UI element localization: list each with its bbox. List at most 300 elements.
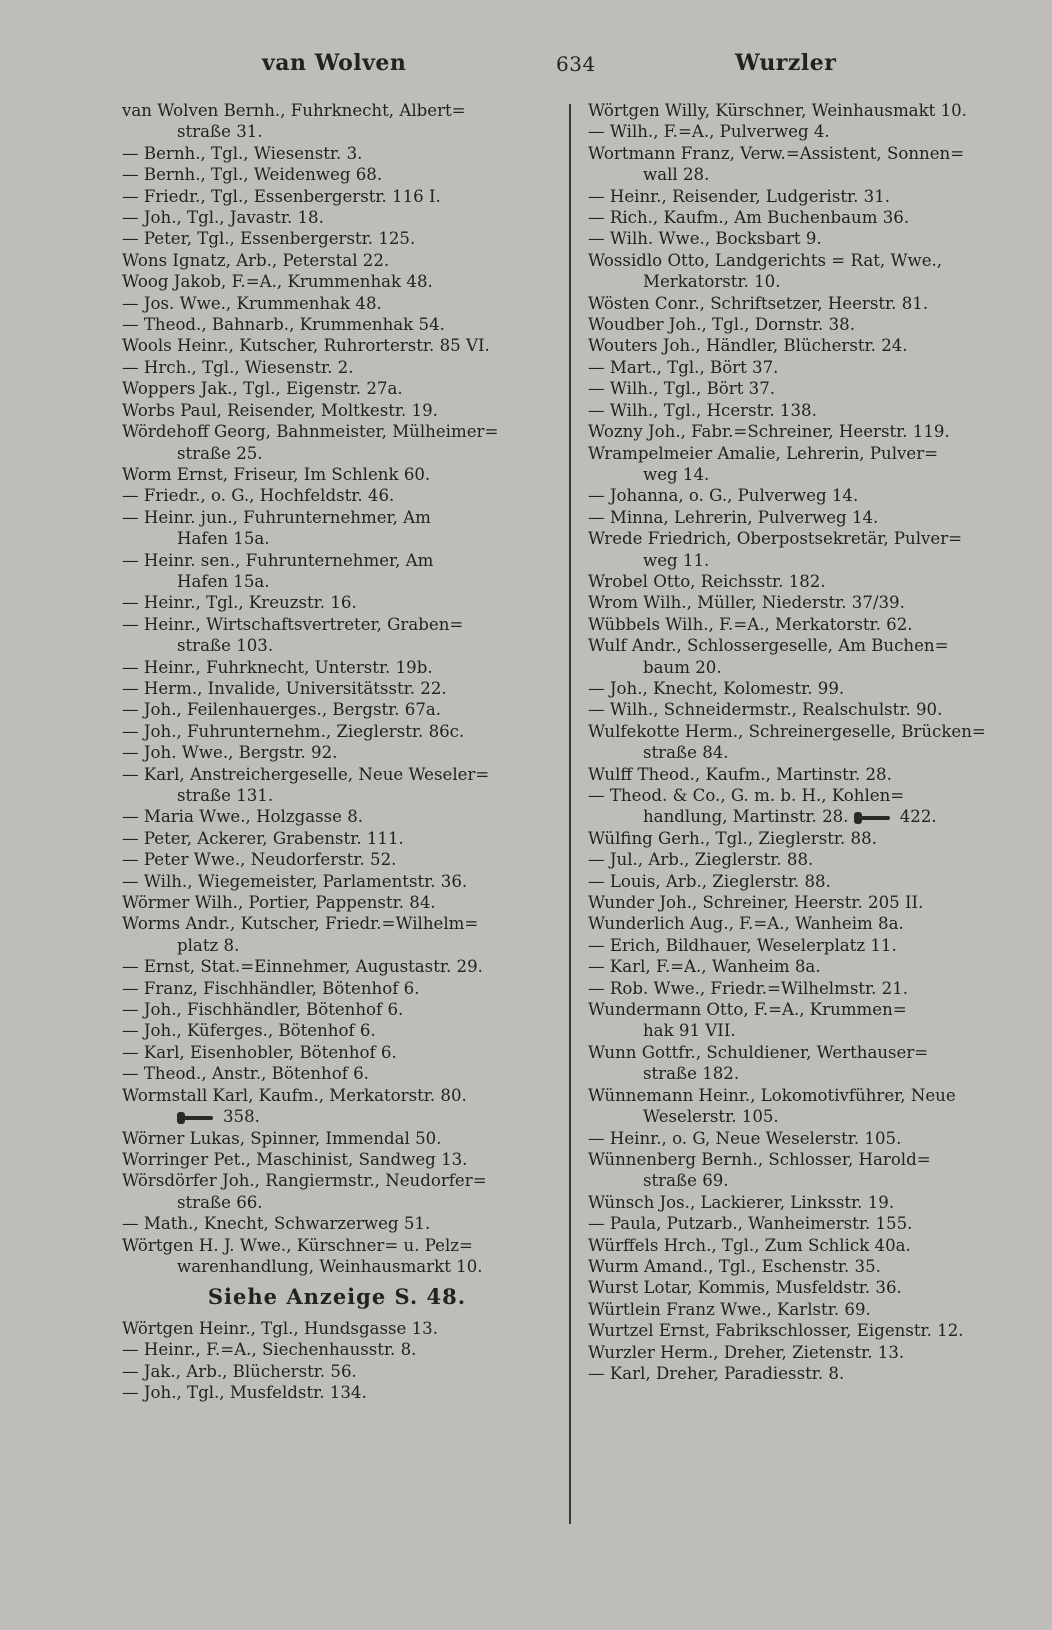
entry-continuation [588, 657, 1018, 678]
directory-entry [122, 143, 552, 164]
entry-text: Woog Jakob, F.=A., Krummenhak 48. [122, 272, 433, 292]
directory-entry [588, 956, 1018, 977]
entry-text: weg 11. [643, 550, 710, 570]
entry-text: Weselerstr. 105. [643, 1107, 779, 1127]
entry-text: — Joh., Fischhändler, Bötenhof 6. [122, 1000, 404, 1020]
directory-entry [588, 635, 1018, 678]
entry-line [122, 1361, 552, 1382]
entry-line [122, 913, 552, 934]
entry-line [588, 999, 1018, 1020]
entry-text: Wortmann Franz, Verw.=Assistent, Sonnen= [588, 143, 965, 163]
entry-text: — Heinr., Reisender, Ludgeristr. 31. [588, 186, 891, 206]
entry-line [588, 764, 1018, 785]
directory-entry [588, 228, 1018, 249]
directory-entry [122, 1339, 552, 1360]
entry-line [122, 100, 552, 121]
entry-line [122, 1063, 552, 1084]
directory-entry [122, 806, 552, 827]
entry-text: straße 66. [177, 1192, 263, 1212]
entry-text: Wörsdörfer Joh., Rangiermstr., Neudorfer= [122, 1171, 487, 1191]
entry-continuation [122, 1192, 552, 1213]
entry-line [588, 785, 1018, 806]
entry-text: van Wolven Bernh., Fuhrknecht, Albert= [122, 101, 466, 120]
directory-entry [122, 657, 552, 678]
entry-line [588, 314, 1018, 335]
directory-entry [122, 421, 552, 464]
entry-line [588, 507, 1018, 528]
entry-text: Woppers Jak., Tgl., Eigenstr. 27a. [122, 379, 403, 399]
entry-line [122, 550, 552, 571]
entry-text: — Johanna, o. G., Pulverweg 14. [588, 486, 859, 506]
entry-text: Wösten Conr., Schriftsetzer, Heerstr. 81. [588, 293, 929, 313]
directory-entry [588, 892, 1018, 913]
entry-text: — Joh., Knecht, Kolomestr. 99. [588, 678, 845, 698]
entry-line [122, 1085, 552, 1106]
entry-continuation [122, 935, 552, 956]
entry-text: — Joh., Tgl., Musfeldstr. 134. [122, 1382, 367, 1402]
entry-line [122, 271, 552, 292]
directory-entry [588, 1042, 1018, 1085]
directory-entry [122, 956, 552, 977]
entry-text: — Maria Wwe., Holzgasse 8. [122, 807, 364, 827]
entry-text: — Wilh., Tgl., Bört 37. [588, 379, 776, 399]
directory-entry [122, 1318, 552, 1339]
entry-text: Wörtgen Willy, Kürschner, Weinhausmakt 10. [588, 101, 967, 120]
running-head-right: Wurzler [735, 50, 837, 76]
entry-text: — Karl, F.=A., Wanheim 8a. [588, 957, 821, 977]
entry-line [588, 250, 1018, 271]
directory-entry [122, 314, 552, 335]
directory-entry [588, 849, 1018, 870]
entry-line [122, 871, 552, 892]
entry-text: Wörmer Wilh., Portier, Pappenstr. 84. [122, 893, 436, 913]
directory-entry [588, 614, 1018, 635]
entry-line [122, 764, 552, 785]
entry-text: Wrobel Otto, Reichsstr. 182. [588, 571, 826, 591]
entry-line [122, 849, 552, 870]
page-number: 634 [556, 52, 596, 76]
entry-line [588, 143, 1018, 164]
entry-line [122, 314, 552, 335]
entry-text: Wulfekotte Herm., Schreinergeselle, Brücken= [588, 721, 986, 741]
entry-text: Wörtgen H. J. Wwe., Kürschner= u. Pelz= [122, 1235, 473, 1255]
entry-line [122, 507, 552, 528]
directory-entry [122, 378, 552, 399]
directory-entry [122, 871, 552, 892]
entry-text: Wundermann Otto, F.=A., Krummen= [588, 1000, 907, 1020]
entry-line [588, 421, 1018, 442]
entry-continuation [588, 1170, 1018, 1191]
entry-continuation [122, 1106, 552, 1127]
entry-line [122, 250, 552, 271]
entry-text: — Joh., Küferges., Bötenhof 6. [122, 1021, 376, 1041]
entry-line [588, 207, 1018, 228]
entry-line [588, 1213, 1018, 1234]
directory-entry [122, 764, 552, 807]
entry-line [588, 1256, 1018, 1277]
directory-entry [122, 1149, 552, 1170]
directory-entry [588, 335, 1018, 356]
entry-continuation [122, 528, 552, 549]
entry-line [122, 400, 552, 421]
entry-text: Worringer Pet., Maschinist, Sandweg 13. [122, 1149, 468, 1169]
entry-line [588, 1299, 1018, 1320]
entry-text: straße 131. [177, 786, 274, 805]
entry-text: Wrampelmeier Amalie, Lehrerin, Pulver= [588, 443, 939, 463]
directory-entry [122, 849, 552, 870]
directory-entry [122, 507, 552, 550]
entry-line [122, 892, 552, 913]
entry-text: — Minna, Lehrerin, Pulverweg 14. [588, 507, 879, 527]
entry-continuation [122, 1256, 552, 1277]
entry-text: — Friedr., Tgl., Essenbergerstr. 116 I. [122, 186, 441, 206]
entry-text: — Paula, Putzarb., Wanheimerstr. 155. [588, 1214, 913, 1234]
entry-continuation [588, 1063, 1018, 1084]
directory-entry [122, 614, 552, 657]
entry-line [588, 721, 1018, 742]
entry-line [122, 978, 552, 999]
entry-text: Wörtgen Heinr., Tgl., Hundsgasse 13. [122, 1318, 438, 1338]
entry-text: Würtlein Franz Wwe., Karlstr. 69. [588, 1299, 871, 1319]
entry-text: — Jos. Wwe., Krummenhak 48. [122, 293, 382, 313]
entry-text: — Louis, Arb., Zieglerstr. 88. [588, 871, 831, 891]
entry-line [122, 1170, 552, 1191]
entry-continuation [122, 571, 552, 592]
entry-line [122, 207, 552, 228]
directory-entry [122, 721, 552, 742]
entry-line [588, 978, 1018, 999]
directory-entry [122, 1063, 552, 1084]
directory-entry [588, 1277, 1018, 1298]
entry-text: straße 69. [643, 1171, 729, 1191]
entry-text: Hafen 15a. [177, 571, 270, 591]
entry-text: Wools Heinr., Kutscher, Ruhrorterstr. 85 VI. [122, 336, 490, 356]
entry-line [122, 293, 552, 314]
entry-text: Woudber Joh., Tgl., Dornstr. 38. [588, 315, 855, 335]
entry-text: weg 14. [643, 464, 710, 484]
directory-entry [122, 1170, 552, 1213]
directory-entry [588, 443, 1018, 486]
directory-entry [588, 314, 1018, 335]
entry-text: straße 25. [177, 443, 263, 463]
entry-line [122, 956, 552, 977]
entry-line [588, 956, 1018, 977]
directory-entry [588, 400, 1018, 421]
entry-continuation [588, 742, 1018, 763]
directory-entry [588, 678, 1018, 699]
entry-text: straße 31. [177, 122, 263, 142]
entry-text: Wulff Theod., Kaufm., Martinstr. 28. [588, 764, 892, 784]
entry-line [588, 1085, 1018, 1106]
directory-entry [122, 186, 552, 207]
directory-entry [588, 507, 1018, 528]
directory-entry [588, 871, 1018, 892]
entry-line [588, 121, 1018, 142]
entry-text: — Bernh., Tgl., Wiesenstr. 3. [122, 143, 363, 163]
entry-text: — Joh., Feilenhauerges., Bergstr. 67a. [122, 700, 442, 720]
directory-entry [122, 1042, 552, 1063]
entry-text: Wördehoff Georg, Bahnmeister, Mülheimer= [122, 422, 499, 442]
entry-continuation [588, 164, 1018, 185]
entry-line [588, 1042, 1018, 1063]
directory-entry [588, 592, 1018, 613]
directory-entry [122, 1213, 552, 1234]
entry-line [588, 357, 1018, 378]
entry-text: Wurtzel Ernst, Fabrikschlosser, Eigenstr. 12. [588, 1321, 964, 1341]
entry-text: — Wilh., Tgl., Hcerstr. 138. [588, 400, 817, 420]
entry-line [588, 400, 1018, 421]
directory-entry [122, 913, 552, 956]
entry-line [588, 378, 1018, 399]
entry-line [588, 935, 1018, 956]
directory-entry [588, 935, 1018, 956]
entry-line [122, 678, 552, 699]
directory-entry [588, 1235, 1018, 1256]
directory-entry [122, 485, 552, 506]
directory-entry [122, 978, 552, 999]
directory-entry [122, 250, 552, 271]
entry-text: wall 28. [643, 165, 710, 185]
entry-text: — Ernst, Stat.=Einnehmer, Augustastr. 29. [122, 957, 483, 977]
entry-line [122, 143, 552, 164]
entry-line [588, 699, 1018, 720]
entry-line [122, 357, 552, 378]
entry-line [588, 485, 1018, 506]
entry-line [588, 1363, 1018, 1384]
entry-text: Wunn Gottfr., Schuldiener, Werthauser= [588, 1042, 929, 1062]
entry-text: — Wilh., F.=A., Pulverweg 4. [588, 122, 830, 142]
entry-text: hak 91 VII. [643, 1021, 736, 1041]
entry-text: — Peter, Tgl., Essenbergerstr. 125. [122, 229, 416, 249]
directory-entry [588, 207, 1018, 228]
directory-entry [588, 1085, 1018, 1128]
directory-entry [588, 1149, 1018, 1192]
directory-entry [588, 143, 1018, 186]
entry-line [122, 164, 552, 185]
entry-text: baum 20. [643, 657, 722, 677]
entry-line [588, 571, 1018, 592]
running-head-left: van Wolven [262, 50, 407, 76]
entry-continuation [588, 806, 1018, 827]
entry-text: — Wilh., Schneidermstr., Realschulstr. 90. [588, 700, 943, 720]
entry-text: Wörner Lukas, Spinner, Immendal 50. [122, 1128, 442, 1148]
directory-entry [122, 828, 552, 849]
directory-entry [588, 1363, 1018, 1384]
entry-continuation [588, 550, 1018, 571]
advertisement-reference: Siehe Anzeige S. 48. [207, 1284, 467, 1310]
entry-line [588, 678, 1018, 699]
entry-line [122, 806, 552, 827]
directory-entry [122, 293, 552, 314]
entry-line [588, 1192, 1018, 1213]
entry-text: platz 8. [177, 935, 240, 955]
entry-line [588, 1128, 1018, 1149]
entry-text: — Erich, Bildhauer, Weselerplatz 11. [588, 935, 897, 955]
entry-line [122, 1318, 552, 1339]
entry-line [588, 614, 1018, 635]
directory-entry [588, 1299, 1018, 1320]
entry-text: Wozny Joh., Fabr.=Schreiner, Heerstr. 119. [588, 422, 950, 442]
entry-continuation [588, 1020, 1018, 1041]
entry-text: Wrede Friedrich, Oberpostsekretär, Pulver= [588, 529, 963, 549]
right-column [588, 100, 1018, 1384]
directory-entry [122, 271, 552, 292]
entry-text: Wünnemann Heinr., Lokomotivführer, Neue [588, 1085, 956, 1105]
entry-line [122, 335, 552, 356]
entry-text: — Herm., Invalide, Universitätsstr. 22. [122, 678, 447, 698]
entry-text: — Peter Wwe., Neudorferstr. 52. [122, 850, 397, 870]
directory-entry [122, 400, 552, 421]
directory-entry [588, 250, 1018, 293]
entry-text: — Theod., Anstr., Bötenhof 6. [122, 1064, 369, 1084]
directory-entry [122, 1361, 552, 1382]
directory-entry [588, 721, 1018, 764]
entry-text: — Wilh. Wwe., Bocksbart 9. [588, 229, 822, 249]
entry-text: — Heinr., Wirtschaftsvertreter, Graben= [122, 614, 464, 634]
entry-text: — Jak., Arb., Blücherstr. 56. [122, 1361, 357, 1381]
directory-entry [122, 1085, 552, 1128]
entry-text: — Theod., Bahnarb., Krummenhak 54. [122, 315, 445, 335]
entry-line [588, 828, 1018, 849]
directory-entry [588, 1128, 1018, 1149]
entry-line [122, 614, 552, 635]
entry-text: — Hrch., Tgl., Wiesenstr. 2. [122, 357, 354, 377]
entry-text: Worm Ernst, Friseur, Im Schlenk 60. [122, 464, 431, 484]
entry-line [122, 186, 552, 207]
directory-entry [588, 357, 1018, 378]
entry-line [122, 721, 552, 742]
directory-entry [588, 121, 1018, 142]
directory-entry [588, 293, 1018, 314]
directory-entry [122, 335, 552, 356]
directory-entry [122, 464, 552, 485]
directory-entry [122, 100, 552, 143]
entry-text: straße 84. [643, 743, 729, 763]
entry-text: — Heinr., F.=A., Siechenhausstr. 8. [122, 1340, 417, 1360]
directory-entry [588, 999, 1018, 1042]
directory-entry [588, 1192, 1018, 1213]
entry-line [122, 592, 552, 613]
directory-entry [122, 550, 552, 593]
entry-line [588, 635, 1018, 656]
entry-text: straße 103. [177, 636, 274, 656]
directory-entry [588, 1320, 1018, 1341]
entry-text: — Joh., Tgl., Javastr. 18. [122, 208, 324, 228]
entry-text: Würffels Hrch., Tgl., Zum Schlick 40a. [588, 1235, 911, 1255]
entry-text: Wrom Wilh., Müller, Niederstr. 37/39. [588, 593, 905, 613]
phone-number [177, 1107, 260, 1126]
entry-text: — Heinr. sen., Fuhrunternehmer, Am [122, 550, 434, 570]
entry-text: — Friedr., o. G., Hochfeldstr. 46. [122, 486, 395, 506]
entry-text: Merkatorstr. 10. [643, 272, 781, 292]
entry-text: — Rich., Kaufm., Am Buchenbaum 36. [588, 208, 910, 228]
entry-continuation [122, 443, 552, 464]
directory-entry [122, 999, 552, 1020]
directory-entry [588, 378, 1018, 399]
entry-text: — Peter, Ackerer, Grabenstr. 111. [122, 828, 404, 848]
entry-continuation [588, 271, 1018, 292]
column-divider [569, 104, 571, 1524]
phone-number [854, 807, 937, 826]
entry-text: Wurst Lotar, Kommis, Musfeldstr. 36. [588, 1278, 902, 1298]
entry-text: warenhandlung, Weinhausmarkt 10. [177, 1256, 483, 1276]
entry-line [122, 1128, 552, 1149]
directory-entry [122, 164, 552, 185]
entry-line [588, 871, 1018, 892]
entry-line [588, 528, 1018, 549]
entry-text: — Karl, Eisenhobler, Bötenhof 6. [122, 1042, 397, 1062]
left-column [122, 100, 552, 1403]
directory-entry [122, 699, 552, 720]
entry-line [588, 228, 1018, 249]
phone-number-text: 422. [899, 807, 937, 827]
directory-entry [588, 485, 1018, 506]
directory-entry [122, 207, 552, 228]
directory-entry [588, 978, 1018, 999]
entry-line [588, 592, 1018, 613]
entry-line [122, 742, 552, 763]
entry-line [588, 1149, 1018, 1170]
directory-entry [588, 913, 1018, 934]
directory-entry [122, 357, 552, 378]
entry-line [588, 892, 1018, 913]
entry-line [588, 186, 1018, 207]
entry-text: — Joh., Fuhrunternehm., Zieglerstr. 86c. [122, 721, 465, 741]
entry-line [122, 1339, 552, 1360]
entry-text: Wurm Amand., Tgl., Eschenstr. 35. [588, 1256, 881, 1276]
entry-continuation [122, 785, 552, 806]
entry-text: — Jul., Arb., Zieglerstr. 88. [588, 850, 814, 870]
entry-continuation [122, 635, 552, 656]
entry-line [122, 485, 552, 506]
entry-line [122, 228, 552, 249]
entry-text: Wons Ignatz, Arb., Peterstal 22. [122, 250, 390, 270]
entry-text: Wormstall Karl, Kaufm., Merkatorstr. 80. [122, 1085, 467, 1105]
entry-text: Hafen 15a. [177, 529, 270, 549]
entry-text: Wunderlich Aug., F.=A., Wanheim 8a. [588, 914, 904, 934]
entry-line [122, 999, 552, 1020]
entry-line [588, 293, 1018, 314]
entry-text: Wulf Andr., Schlossergeselle, Am Buchen= [588, 636, 949, 656]
directory-entry [122, 1235, 552, 1278]
directory-entry [588, 421, 1018, 442]
directory-entry [122, 892, 552, 913]
entry-text: handlung, Martinstr. 28. [643, 807, 849, 827]
entry-line [588, 1235, 1018, 1256]
entry-line [122, 464, 552, 485]
entry-line [588, 335, 1018, 356]
directory-entry [588, 186, 1018, 207]
directory-entry [588, 764, 1018, 785]
entry-text: Worms Andr., Kutscher, Friedr.=Wilhelm= [122, 914, 479, 934]
entry-line [122, 378, 552, 399]
entry-text: — Bernh., Tgl., Weidenweg 68. [122, 165, 383, 185]
entry-line [122, 828, 552, 849]
entry-line [122, 1213, 552, 1234]
entry-text: — Heinr. jun., Fuhrunternehmer, Am [122, 507, 431, 527]
entry-line [122, 1235, 552, 1256]
entry-text: straße 182. [643, 1064, 740, 1084]
entry-text: — Rob. Wwe., Friedr.=Wilhelmstr. 21. [588, 978, 909, 998]
entry-text: Worbs Paul, Reisender, Moltkestr. 19. [122, 400, 438, 420]
directory-entry [122, 678, 552, 699]
directory-entry [588, 785, 1018, 828]
entry-line [122, 657, 552, 678]
entry-line [588, 1320, 1018, 1341]
entry-line [122, 699, 552, 720]
directory-entry [122, 1020, 552, 1041]
entry-text: — Heinr., Fuhrknecht, Unterstr. 19b. [122, 657, 433, 677]
